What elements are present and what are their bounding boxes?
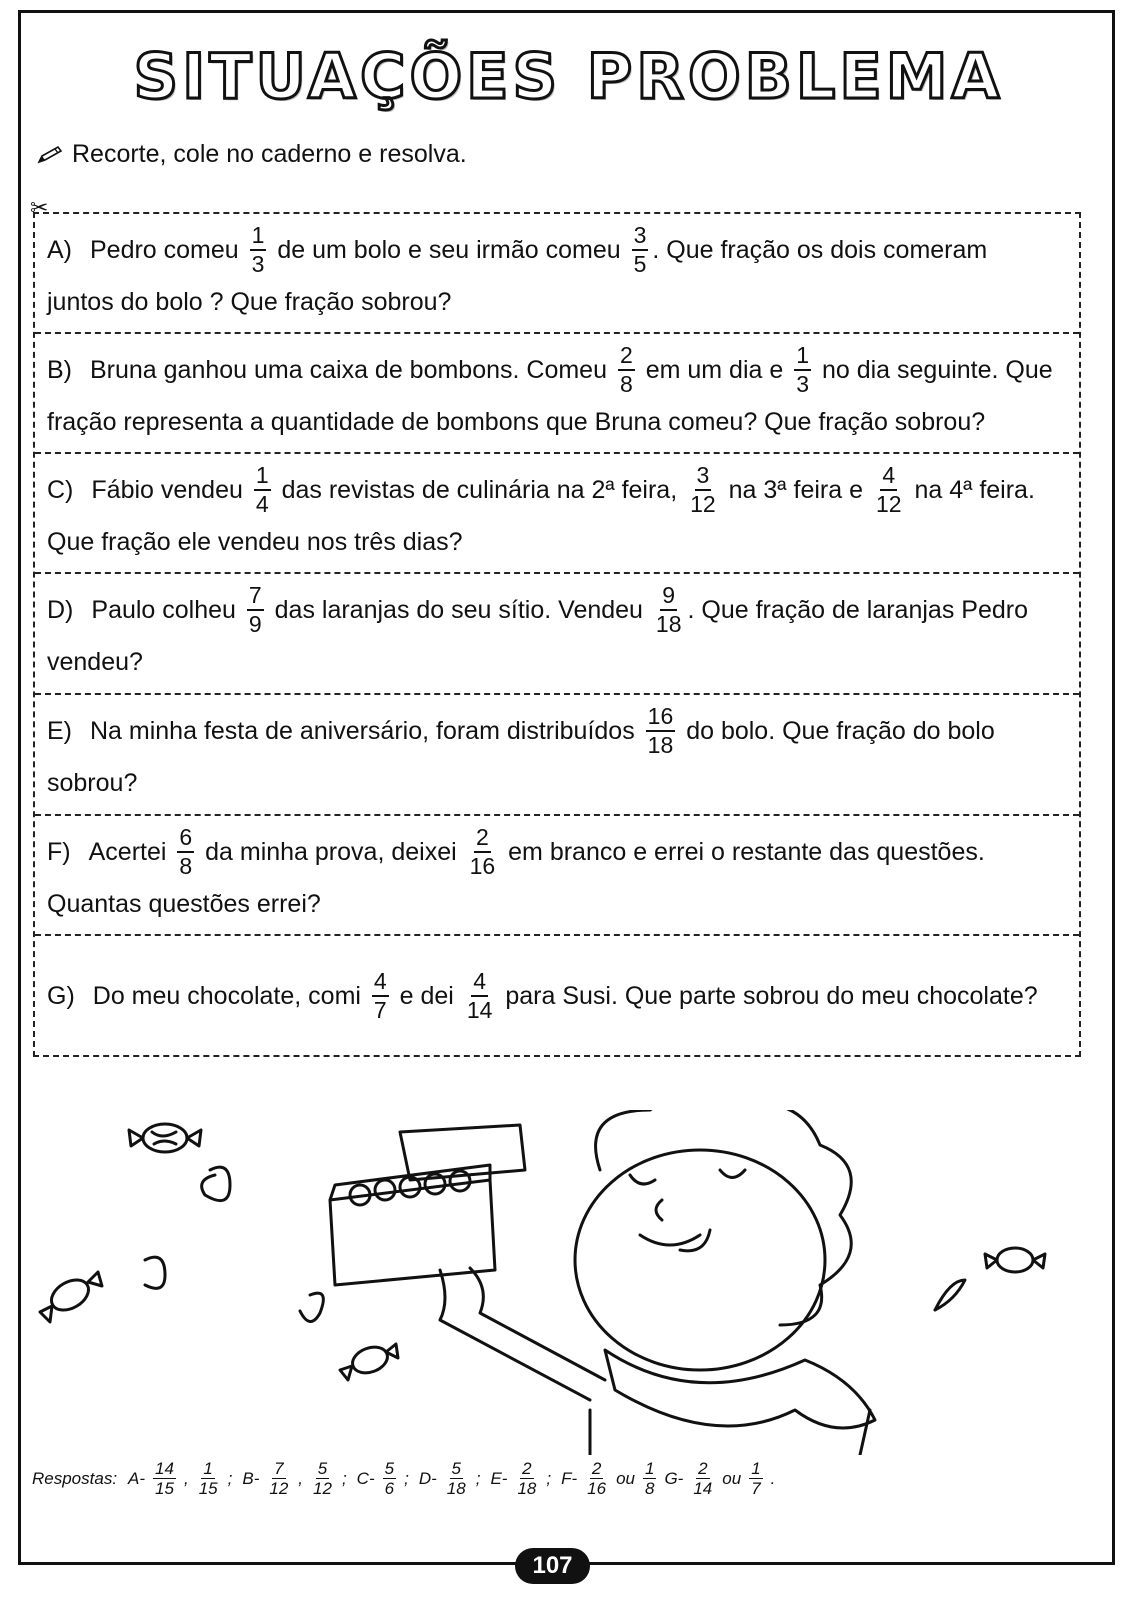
fraction bbox=[267, 1460, 290, 1497]
fraction-denominator: 18 bbox=[446, 1479, 466, 1498]
fraction-numerator: 2 bbox=[591, 1459, 602, 1478]
fraction-denominator: 14 bbox=[693, 1479, 713, 1498]
answer-text: ; bbox=[546, 1468, 552, 1488]
problem-line bbox=[47, 584, 1069, 636]
problem-text: em branco e errei o restante das questões. bbox=[501, 838, 985, 866]
fraction bbox=[749, 1460, 762, 1497]
fraction-denominator: 9 bbox=[248, 611, 262, 637]
page-number: 107 bbox=[515, 1548, 590, 1584]
problem-text: Pedro comeu bbox=[90, 236, 246, 264]
fraction bbox=[646, 705, 676, 757]
problem-text: na 3ª feira e bbox=[721, 476, 870, 504]
fraction-numerator: 1 bbox=[751, 1459, 761, 1478]
answer-text: , bbox=[183, 1468, 189, 1488]
problem-text: . Que fração os dois comeram bbox=[652, 236, 988, 264]
fraction-numerator: 1 bbox=[644, 1459, 655, 1478]
instruction bbox=[36, 140, 467, 169]
page-title: SITUAÇÕES PROBLEMA bbox=[133, 40, 1004, 113]
fraction-denominator: 8 bbox=[619, 371, 633, 397]
problem-text: das laranjas do seu sítio. Vendeu bbox=[267, 596, 650, 624]
answer-text: F- bbox=[561, 1468, 578, 1488]
fraction-denominator: 18 bbox=[517, 1479, 537, 1498]
problem-text: de um bolo e seu irmão comeu bbox=[270, 236, 628, 264]
fraction-denominator: 6 bbox=[384, 1479, 395, 1498]
problem-text: Paulo colheu bbox=[91, 596, 243, 624]
problem-text: e dei bbox=[392, 982, 461, 1010]
fraction-numerator: 14 bbox=[155, 1459, 174, 1478]
fraction bbox=[197, 1460, 220, 1497]
fraction-numerator: 1 bbox=[203, 1459, 213, 1478]
candy-icon bbox=[985, 1248, 1045, 1272]
answer-text: ; bbox=[227, 1468, 233, 1488]
problem-text: . Que fração de laranjas Pedro bbox=[687, 596, 1028, 624]
instruction-text: Recorte, cole no caderno e resolva. bbox=[72, 140, 467, 168]
fraction-denominator: 7 bbox=[751, 1479, 761, 1498]
problem-text: para Susi. Que parte sobrou do meu chocolate? bbox=[498, 982, 1038, 1010]
problem-text: Na minha festa de aniversário, foram distribuídos bbox=[90, 717, 642, 745]
fraction-denominator: 3 bbox=[796, 371, 809, 397]
problem-letter: A) bbox=[47, 236, 72, 264]
fraction-numerator: 2 bbox=[618, 344, 635, 371]
fraction-denominator: 12 bbox=[313, 1479, 332, 1498]
fraction-denominator: 3 bbox=[251, 251, 265, 277]
fraction-denominator: 8 bbox=[644, 1479, 655, 1498]
fraction-numerator: 5 bbox=[451, 1459, 461, 1478]
problem-text: Bruna ganhou uma caixa de bombons. Comeu bbox=[90, 356, 614, 384]
answer-key bbox=[32, 1460, 780, 1497]
problem-line: Que fração ele vendeu nos três dias? bbox=[47, 528, 463, 556]
fraction-denominator: 18 bbox=[655, 611, 682, 637]
problem-text: do bolo. Que fração do bolo bbox=[679, 717, 995, 745]
candy-icon bbox=[40, 1272, 102, 1322]
answers-label: Respostas: bbox=[32, 1468, 118, 1488]
answer-text: ; bbox=[475, 1468, 481, 1488]
fraction bbox=[177, 826, 194, 878]
candy-icon bbox=[340, 1343, 398, 1380]
fraction-numerator: 1 bbox=[250, 224, 267, 251]
problem-line bbox=[47, 826, 1069, 878]
answer-text: B- bbox=[242, 1468, 260, 1488]
answer-text: D- bbox=[418, 1468, 437, 1488]
problem-letter: C) bbox=[47, 476, 74, 504]
problem-line: Quantas questões errei? bbox=[47, 890, 321, 918]
fraction-numerator: 5 bbox=[317, 1459, 328, 1478]
problem-letter: D) bbox=[47, 596, 74, 624]
fraction bbox=[688, 464, 718, 516]
problem-line bbox=[47, 344, 1069, 396]
problem-line bbox=[47, 464, 1069, 516]
fraction-denominator: 12 bbox=[875, 491, 902, 517]
answer-text: ; bbox=[341, 1468, 347, 1488]
fraction bbox=[618, 344, 635, 396]
problem-line bbox=[47, 970, 1069, 1022]
fraction-denominator: 16 bbox=[469, 853, 496, 879]
fraction bbox=[254, 464, 271, 516]
illustration bbox=[30, 1110, 1080, 1455]
fraction bbox=[465, 970, 495, 1022]
problem-text: Acertei bbox=[88, 838, 174, 866]
problem-text: Fábio vendeu bbox=[91, 476, 250, 504]
problem-line: fração representa a quantidade de bombons que Bruna comeu? Que fração sobrou? bbox=[47, 408, 986, 436]
fraction bbox=[445, 1460, 468, 1497]
fraction-numerator: 3 bbox=[632, 224, 649, 251]
fraction bbox=[372, 970, 389, 1022]
fraction bbox=[874, 464, 904, 516]
fraction-numerator: 5 bbox=[384, 1459, 395, 1478]
answer-text: A- bbox=[128, 1468, 146, 1488]
problem-item bbox=[35, 816, 1079, 936]
problem-text: no dia seguinte. Que bbox=[815, 356, 1053, 384]
fraction-numerator: 4 bbox=[372, 970, 389, 997]
fraction bbox=[247, 584, 264, 636]
answer-text: ou bbox=[722, 1468, 742, 1488]
fraction-numerator: 2 bbox=[522, 1459, 532, 1478]
fraction-numerator: 2 bbox=[474, 826, 491, 853]
problem-item bbox=[35, 574, 1079, 695]
fraction-numerator: 16 bbox=[646, 705, 676, 732]
fraction-denominator: 12 bbox=[269, 1479, 289, 1498]
problem-line: vendeu? bbox=[47, 648, 143, 676]
fraction-denominator: 4 bbox=[255, 491, 269, 517]
problem-letter: G) bbox=[47, 982, 75, 1010]
candy-icon bbox=[129, 1124, 201, 1152]
fraction bbox=[250, 224, 267, 276]
problem-letter: E) bbox=[47, 717, 72, 745]
fraction bbox=[691, 1460, 714, 1497]
problem-item bbox=[35, 214, 1079, 334]
fraction-denominator: 12 bbox=[690, 491, 716, 517]
problem-text: da minha prova, deixei bbox=[198, 838, 464, 866]
pencil-icon bbox=[36, 145, 64, 165]
problem-line: sobrou? bbox=[47, 769, 138, 797]
scissors-icon: ✂ bbox=[30, 195, 49, 220]
fraction bbox=[585, 1460, 608, 1497]
fraction-numerator: 6 bbox=[177, 826, 194, 853]
fraction bbox=[654, 584, 684, 636]
problem-text: Do meu chocolate, comi bbox=[92, 982, 368, 1010]
fraction-denominator: 8 bbox=[179, 853, 193, 879]
fraction bbox=[153, 1460, 176, 1497]
answer-text: ou bbox=[616, 1468, 635, 1488]
fraction-numerator: 4 bbox=[471, 970, 488, 997]
problem-line bbox=[47, 705, 1069, 757]
answer-text: . bbox=[770, 1468, 776, 1488]
fraction-denominator: 14 bbox=[466, 997, 493, 1023]
fraction bbox=[794, 344, 811, 396]
problem-text: das revistas de culinária na 2ª feira, bbox=[274, 476, 685, 504]
problem-item bbox=[35, 454, 1079, 574]
fraction-numerator: 4 bbox=[880, 464, 897, 491]
problem-text: em um dia e bbox=[638, 356, 791, 384]
fraction-denominator: 15 bbox=[155, 1479, 174, 1498]
answer-text: E- bbox=[490, 1468, 508, 1488]
fraction bbox=[515, 1460, 538, 1497]
answer-text: C- bbox=[356, 1468, 375, 1488]
problem-list bbox=[33, 212, 1081, 1057]
problem-item bbox=[35, 936, 1079, 1055]
fraction-numerator: 7 bbox=[274, 1459, 284, 1478]
answer-text: ; bbox=[404, 1468, 409, 1488]
problem-text: na 4ª feira. bbox=[907, 476, 1035, 504]
problem-item bbox=[35, 334, 1079, 454]
fraction-numerator: 1 bbox=[254, 464, 271, 491]
fraction-denominator: 7 bbox=[373, 997, 387, 1023]
fraction-numerator: 3 bbox=[695, 464, 712, 491]
fraction bbox=[468, 826, 498, 878]
problem-line: juntos do bolo ? Que fração sobrou? bbox=[47, 288, 452, 316]
fraction-denominator: 16 bbox=[587, 1479, 607, 1498]
answer-items bbox=[123, 1460, 780, 1497]
fraction-numerator: 2 bbox=[698, 1459, 708, 1478]
answer-text: , bbox=[298, 1468, 304, 1488]
fraction-denominator: 15 bbox=[198, 1479, 218, 1498]
fraction-denominator: 5 bbox=[633, 251, 647, 277]
fraction-numerator: 1 bbox=[794, 344, 811, 371]
fraction bbox=[632, 224, 649, 276]
answer-text: G- bbox=[664, 1468, 684, 1488]
fraction-denominator: 18 bbox=[647, 732, 674, 758]
fraction-numerator: 9 bbox=[660, 584, 677, 611]
fraction bbox=[311, 1460, 334, 1497]
problem-item bbox=[35, 695, 1079, 816]
fraction bbox=[383, 1460, 396, 1497]
problem-letter: B) bbox=[47, 356, 72, 384]
fraction bbox=[643, 1460, 656, 1497]
problem-letter: F) bbox=[47, 838, 71, 866]
fraction-numerator: 7 bbox=[247, 584, 264, 611]
problem-line bbox=[47, 224, 1069, 276]
